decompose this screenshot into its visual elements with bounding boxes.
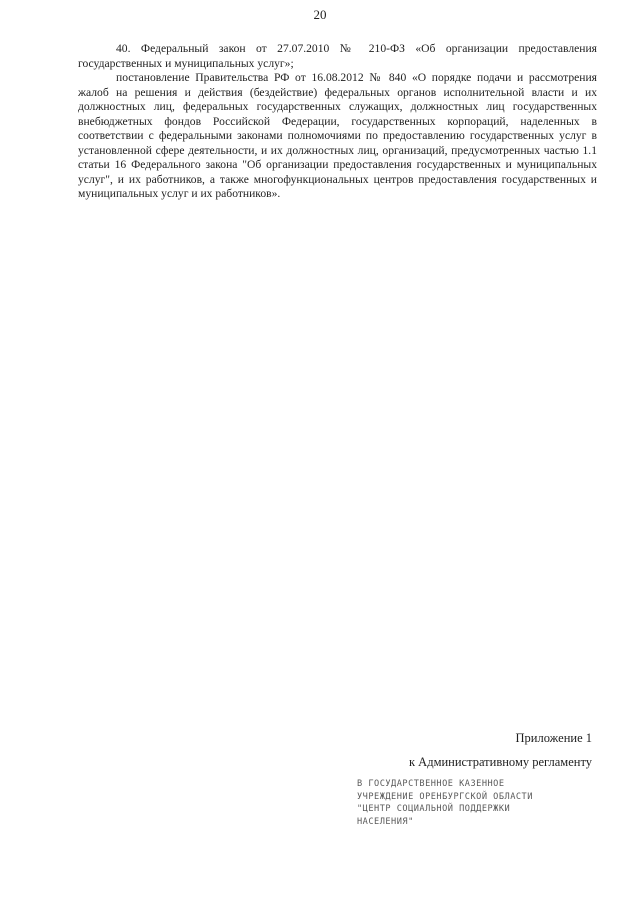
- paragraph-government-decree: постановление Правительства РФ от 16.08.2012 № 840 «О порядке подачи и рассмотрения жалоб на решения и действия (бездействие) федеральных органов исполнительной власти и их должностных лиц, федеральных государственных служащих, должностных лиц государственных внебюджетных фондов Российской Федерации, государственных корпораций, наделенных в соответствии с федеральными законами полномочиями по предоставлению государственных услуг в установленной сфере деятельности, и их должностных лиц, организаций, предусмотренных частью 1.1 статьи 16 Федерального закона "Об организации предоставления государственных и муниципальных услуг", и их работников, а также многофункциональных центров предоставления государственных и муниципальных услуг и их работников».: [78, 71, 597, 200]
- addressee-block: [357, 778, 597, 828]
- addressee-line: УЧРЕЖДЕНИЕ ОРЕНБУРГСКОЙ ОБЛАСТИ: [357, 791, 533, 802]
- paragraph-federal-law: 40. Федеральный закон от 27.07.2010 № 210-ФЗ «Об организации предоставления государственных и муниципальных услуг»;: [78, 42, 597, 70]
- appendix-title: Приложение 1: [515, 731, 592, 745]
- addressee-line: В ГОСУДАРСТВЕННОЕ КАЗЕННОЕ: [357, 779, 505, 789]
- addressee-line: "ЦЕНТР СОЦИАЛЬНОЙ ПОДДЕРЖКИ: [357, 804, 511, 815]
- document-body: [78, 42, 597, 202]
- addressee-line: НАСЕЛЕНИЯ": [357, 816, 414, 827]
- page-number: 20: [313, 7, 327, 22]
- appendix-reference: к Административному регламенту: [408, 755, 592, 769]
